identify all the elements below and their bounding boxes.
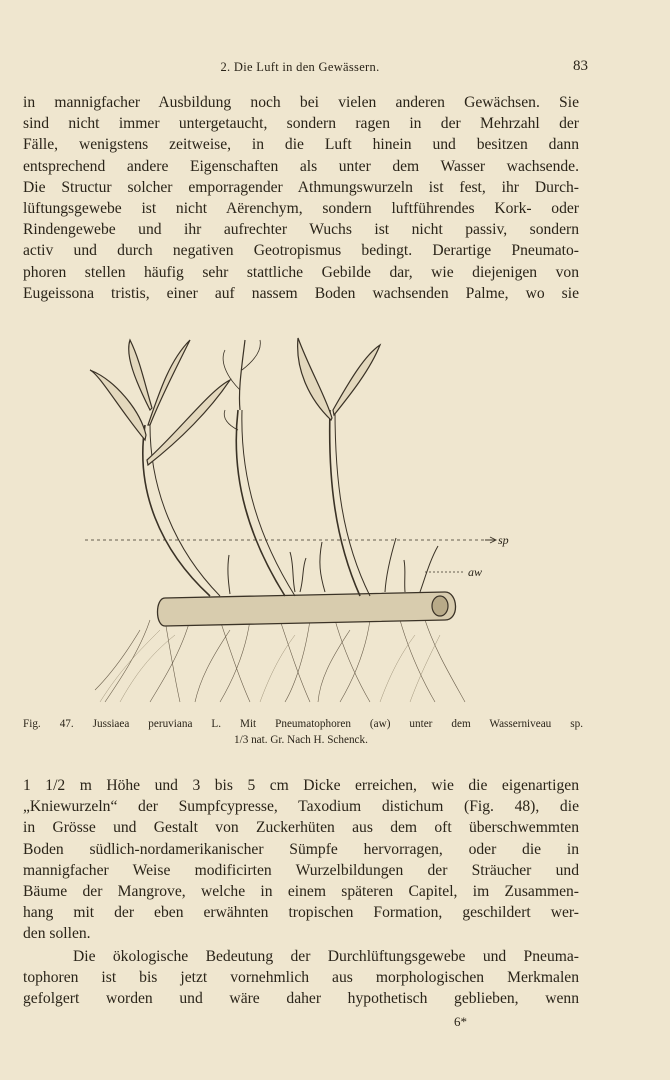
text-line: in mannigfacher Ausbildung noch bei vielen anderen Gewächsen. Sie bbox=[23, 94, 579, 111]
text-line: „Kniewurzeln“ der Sumpfcypresse, Taxodium distichum (Fig. 48), die bbox=[23, 798, 579, 816]
page-number: 83 bbox=[573, 58, 588, 74]
text-line: Rindengewebe und ihr aufrechter Wuchs ist nicht passiv, sondern bbox=[23, 221, 579, 239]
text-line: Die ökologische Bedeutung der Durchlüftungsgewebe und Pneuma- bbox=[73, 948, 579, 965]
text-line: lüftungsgewebe ist nicht Aërenchym, sondern luftführendes Kork- oder bbox=[23, 199, 579, 217]
label-aw: aw bbox=[468, 565, 483, 579]
shoot-1 bbox=[143, 425, 210, 596]
text-line: hang mit der eben erwähnten tropischen Formation, geschildert wer- bbox=[23, 904, 579, 922]
shoot-3 bbox=[330, 410, 360, 596]
sheet-signature: 6* bbox=[454, 1014, 467, 1029]
text-line: den sollen. bbox=[23, 925, 91, 943]
paragraph-2 bbox=[23, 775, 579, 945]
running-title: 2. Die Luft in den Gewässern. bbox=[220, 60, 380, 74]
running-head bbox=[0, 58, 670, 78]
caption-line: 1/3 nat. Gr. Nach H. Schenck. bbox=[234, 734, 368, 746]
figure-caption bbox=[23, 716, 583, 748]
text-line: gefolgert worden und wäre daher hypothetisch geblieben, wenn bbox=[23, 990, 579, 1008]
paragraph-3 bbox=[23, 946, 579, 1010]
text-line: sind nicht immer untergetaucht, sondern ragen in der Mehrzahl der bbox=[23, 115, 579, 133]
text-line: Die Structur solcher emporragender Athmungswurzeln ist fest, ihr Durch- bbox=[23, 178, 579, 196]
text-line: tophoren ist bis jetzt vornehmlich aus morphologischen Merkmalen bbox=[23, 969, 579, 987]
horizontal-stem bbox=[158, 592, 456, 626]
text-line: Boden südlich-nordamerikanischer Sümpfe hervorragen, oder die in bbox=[23, 840, 579, 858]
text-line: mannigfacher Weise modificirten Wurzelbildungen der Sträucher und bbox=[23, 861, 579, 879]
text-line: Bäume der Mangrove, welche in einem späteren Capitel, im Zusammen- bbox=[23, 882, 579, 900]
text-line: 1 1/2 m Höhe und 3 bis 5 cm Dicke erreichen, wie die eigenartigen bbox=[23, 777, 579, 794]
root-mass bbox=[95, 620, 465, 702]
paragraph-1 bbox=[23, 92, 579, 304]
shoot-2 bbox=[236, 410, 285, 596]
label-sp: sp bbox=[498, 533, 509, 547]
text-line: in Grösse und Gestalt von Zuckerhüten aus dem oft überschwemmten bbox=[23, 819, 579, 837]
text-line: activ und durch negativen Geotropismus bedingt. Derartige Pneumato- bbox=[23, 242, 579, 260]
caption-line: Fig. 47. Jussiaea peruviana L. Mit Pneumatophoren (aw) unter dem Wasserniveau sp. bbox=[23, 718, 583, 730]
figure-jussiaea-illustration bbox=[80, 330, 560, 710]
plant-drawing bbox=[80, 330, 560, 710]
text-line: Fälle, wenigstens zeitweise, in die Luft hinein und besitzen dann bbox=[23, 136, 579, 154]
text-line: entsprechend andere Eigenschaften als unter dem Wasser wachsende. bbox=[23, 157, 579, 175]
sediment-hatching bbox=[100, 630, 440, 702]
text-line: phoren stellen häufig sehr stattliche Gebilde dar, wie diejenigen von bbox=[23, 263, 579, 281]
text-line: Eugeissona tristis, einer auf nassem Boden wachsenden Palme, wo sie bbox=[23, 284, 579, 302]
